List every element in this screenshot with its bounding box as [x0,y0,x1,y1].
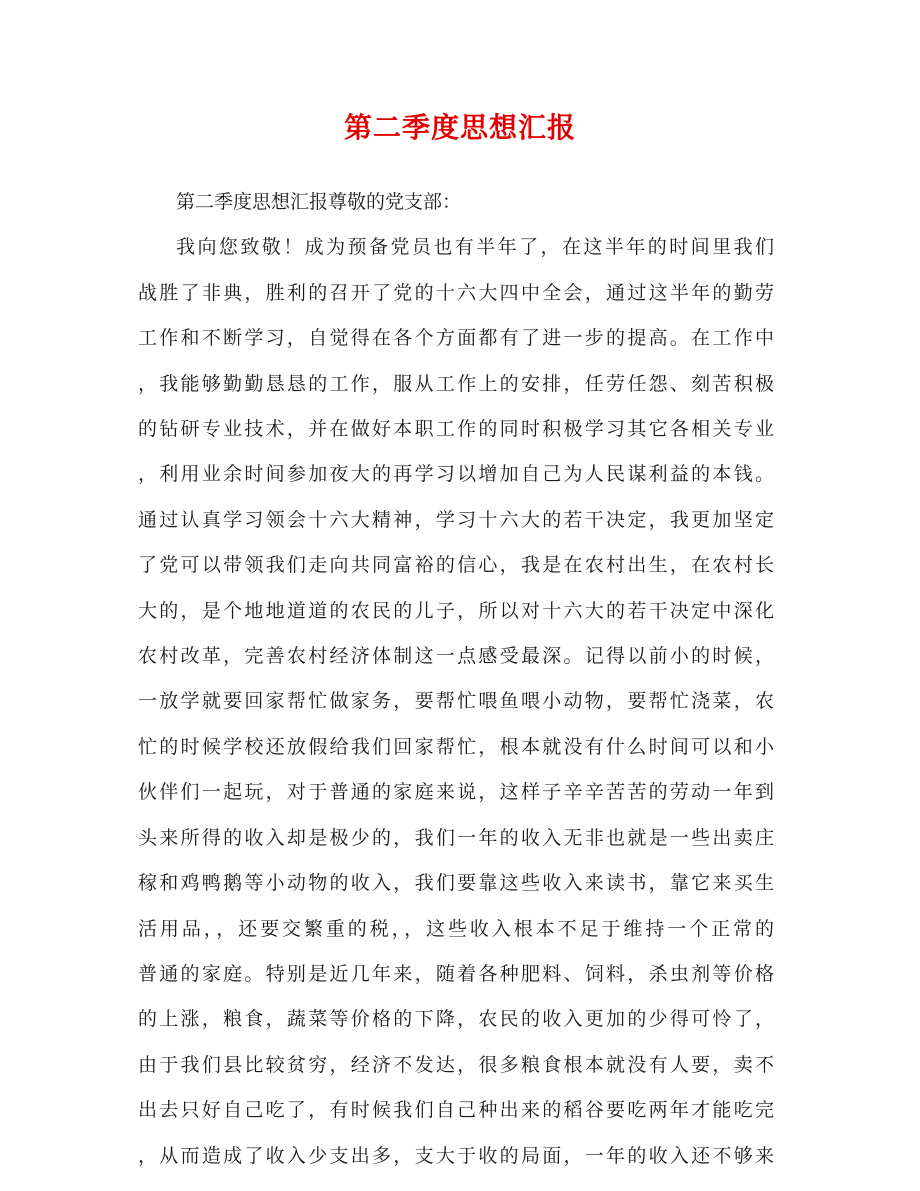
body-line: 通过认真学习领会十六大精神，学习十六大的若干决定，我更加坚定 [138,508,774,531]
body-line: 由于我们县比较贫穷，经济不发达，很多粮食根本就没有人要，卖不 [138,1053,774,1076]
body-line: 战胜了非典，胜利的召开了党的十六大四中全会，通过这半年的勤劳 [138,281,774,304]
body-line: ，利用业余时间参加夜大的再学习以增加自己为人民谋利益的本钱。 [138,463,774,486]
salutation-line: 第二季度思想汇报尊敬的党支部： [176,191,462,213]
body-line: 伙伴们一起玩，对于普通的家庭来说，这样子辛辛苦苦的劳动一年到 [138,781,774,804]
body-line: 的钻研专业技术，并在做好本职工作的同时积极学习其它各相关专业 [138,418,774,441]
document-title: 第二季度思想汇报 [343,111,576,144]
body-line: 头来所得的收入却是极少的，我们一年的收入无非也就是一些出卖庄 [138,826,774,849]
body-line: 一放学就要回家帮忙做家务，要帮忙喂鱼喂小动物，要帮忙浇菜，农 [138,690,774,713]
body-line: 普通的家庭。特别是近几年来，随着各种肥料、饲料，杀虫剂等价格 [138,962,774,985]
body-line: ，从而造成了收入少支出多，支大于收的局面，一年的收入还不够来 [138,1144,774,1167]
body-line: 了党可以带领我们走向共同富裕的信心，我是在农村出生，在农村长 [138,554,774,577]
body-line: 工作和不断学习，自觉得在各个方面都有了进一步的提高。在工作中 [138,327,774,350]
body-line: 忙的时候学校还放假给我们回家帮忙，根本就没有什么时间可以和小 [138,735,774,758]
body-line: 出去只好自己吃了，有时候我们自己种出来的稻谷要吃两年才能吃完 [138,1099,774,1122]
body-line: ，我能够勤勤恳恳的工作，服从工作上的安排，任劳任怨、刻苦积极 [138,372,774,395]
body-line: 活用品，，还要交繁重的税，，这些收入根本不足于维持一个正常的 [138,917,774,940]
body-line: 农村改革，完善农村经济体制这一点感受最深。记得以前小的时候， [138,645,774,668]
body-line: 的上涨，粮食，蔬菜等价格的下降，农民的收入更加的少得可怜了， [138,1008,774,1031]
body-line: 稼和鸡鸭鹅等小动物的收入，我们要靠这些收入来读书，靠它来买生 [138,872,774,895]
document-body [138,180,774,1179]
body-line: 大的，是个地地道道的农民的儿子，所以对十六大的若干决定中深化 [138,599,774,622]
body-line: 我向您致敬！成为预备党员也有半年了，在这半年的时间里我们 [176,236,774,259]
